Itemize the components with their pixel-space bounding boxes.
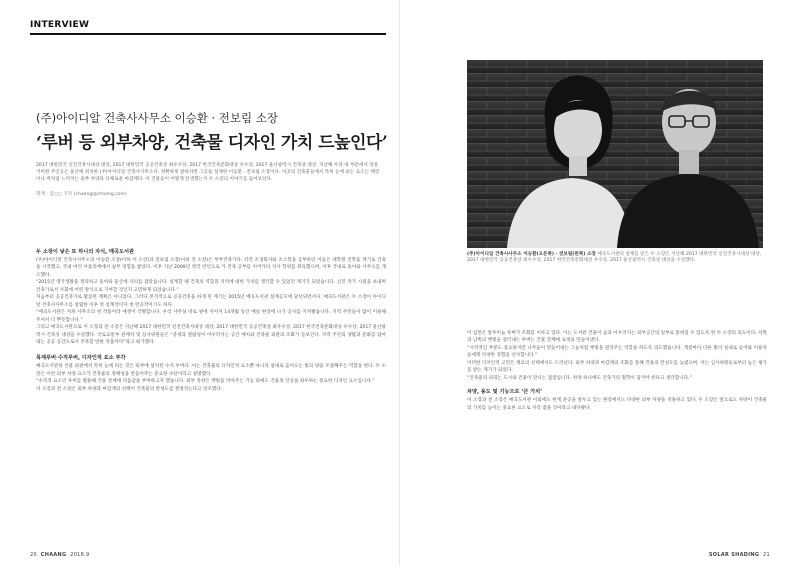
subheading: 차양, 용도 및 기능으로 ‘큰 가치’ <box>467 389 543 396</box>
paragraph: 이 소장과 전 소장은 외부 차양과 마감재의 선택이 건축물의 완성도를 결정짓는다고 강조했다. <box>36 386 223 392</box>
magazine-name: CHAANG <box>40 552 67 558</box>
right-page-number: 21 <box>763 552 770 558</box>
paragraph: “건축물의 외피는 도시와 건물이 만나는 접점입니다. 차양 하나에도 건축가의 철학이 담겨야 한다고 생각합니다.” <box>467 375 692 381</box>
right-folio <box>709 552 770 558</box>
subheading: 목재루버·수직루버, 디자인적 요소 부각 <box>36 355 126 362</box>
paragraph: “시각적인 부분도 중요하지만 나무들이 만들어내는 그늘처럼 햇빛을 걸러주는 역할을 하도록 의도했습니다. 계절마다 다른 빛이 실내로 들어와 이용자들에게 다양한 경험을 선사합니다.” <box>467 345 767 359</box>
left-page-number: 20 <box>30 552 37 558</box>
caption-text: 매곡도서관의 설계를 맡은 두 소장은 지난해 2017 대한민국 신진건축사대상 대상, 2017 대한민국 공공건축상 최우수상, 2017 한국건축문화대상 우수상, 2017 울산광역시 건축상 대상을 수상했다. <box>467 252 762 264</box>
paragraph: 매곡도서관의 건물 외관에서 특히 눈에 띄는 것은 외부에 설치된 수직 루버다. 이는 건축물의 디자인적 요소뿐 아니라 실내로 들어오는 빛의 양을 조절해주는 역할을 한다. 두 소장은 이런 외부 차양 요소가 건축물의 정체성을 만들어주는 중요한 수단이라고 설명했다. <box>36 364 386 377</box>
section-rule <box>30 33 386 35</box>
section-tag: INTERVIEW <box>30 20 90 30</box>
article-lead: 2017 대한민국 신진건축사대상 대상, 2017 대한민국 공공건축상 최우수상, 2017 한국건축문화대상 우수상, 2017 울산광역시 건축상 대상. 지난해 우리 내 부문에서 상을 거머쥔 주인공은 울산에 위치한 (주)아이디알 건축사사무소다. 정확하게 말하자면 그곳을 설계한 이승환 · 전보림 소장이다. 이곳의 건축물들에서 특히 눈에 띄는 요소는 책장이나 벽처럼 느껴지는 외부 차양과 다채로운 마감재다. 이 건물들이 어떻게 탄생했는지 두 소장의 이야기를 들어보았다. <box>36 162 380 183</box>
left-block-2 <box>36 354 386 393</box>
paragraph: 이러한 디자인적 고민은 재료의 선택에서도 드러난다. 외부 차양과 마감재의 조화를 통해 건물의 완성도를 높였으며, 이는 심사위원들로부터 높은 평가를 받는 계기가 되었다. <box>467 360 767 374</box>
caption-names: (주)아이디알 건축사사무소 이승환(오른쪽) · 전보림(왼쪽) 소장 <box>467 252 596 257</box>
paragraph: “2015년 영국생활을 정리하고 돌아와 울산에 자리를 잡았습니다. 설계할 땐 건축의 역할과 지역에 대한 가치를 생각할 수 있었던 계기가 되었습니다. 신진 작가 시절을 보내며 건축가로서 사회에 어떤 방식으로 기여할 것인지 고민하게 되었습니다.” <box>36 280 386 293</box>
photo-caption <box>467 252 767 265</box>
paragraph: (주)아이디알 건축사사무소의 이승환 소장(이하 이 소장)과 전보림 소장(이하 전 소장)은 부부건축가다. 각각 조경회사와 조소학을 공부하던 이들은 대학원 진학을 계기로 건축을 시작했고, 국내 여러 아틀리에에서 실무 경험을 쌓았다. 이후 지난 2009년 영국 런던으로 가 건축 공부를 이어가다 석사 학위를 취득했으며, 이후 국내로 돌아와 사무소를 개소했다. <box>36 258 386 278</box>
section-label: SOLAR SHADING <box>708 552 760 558</box>
issue-date: 2018.9 <box>70 552 90 558</box>
right-page <box>400 0 800 566</box>
paragraph: 그리고 매곡도서관으로 이 소장과 전 소장은 지난해 2017 대한민국 신진건축사대상 대상, 2017 대한민국 공공건축상 최우수상, 2017 한국건축문화대상 우수상, 2017 울산광역시 건축상 대상을 수상했다. 국토교통부 관계자 및 심사위원들은 “중정과 열람실이 어우러지는 공간 배치와 건축물 외관의 조화가 돋보인다. 지역 주민의 생활과 문화를 담아내는 공공 공간으로서 주목할 만한 작품이다”라고 평가했다. <box>36 325 386 345</box>
subheading: 두 소장이 낳은 또 하나의 자식, 매곡도서관 <box>36 249 134 255</box>
left-body-column <box>36 248 386 393</box>
paragraph: 처음부터 공공건축가로 활동한 계획은 아니었다. 그러다 본격적으로 공공건축을 하게 된 계기는 2015년 매곡도서관 설계공모에 당선되면서다. 매곡도서관은 두 소장이 아이디알 건축사사무소를 설립한 이후 첫 설계작이자 첫 완공작이기도 하다. <box>36 295 386 308</box>
paragraph: 이 입면은 알루미늄 루버가 조화를 이루고 있다. 이는 도서관 건물이 숲과 어우러지는 외부공간의 일부로 읽혀질 수 있도록 한 두 소장의 의도이다. 서쪽과 남쪽의 햇빛을 걸러내는 루버는 건물 전체에 표정을 만들어낸다. <box>467 331 767 344</box>
article-org-line: (주)아이디알 건축사사무소 이승환 · 전보림 소장 <box>36 111 278 125</box>
article-credit: 취재 : 김○○ 기자 (chaang@chaang.com) <box>36 192 127 197</box>
article-headline: ‘루버 등 외부차양, 건축물 디자인 가치 드높인다’ <box>36 133 388 153</box>
left-block-1 <box>36 248 386 346</box>
portrait-illustration <box>467 60 763 248</box>
right-body-column <box>467 330 767 412</box>
left-folio <box>30 552 90 558</box>
paragraph: “수직적 요소인 루버를 활용해 건물 전체에 리듬감을 부여하고자 했습니다. 외부 차양은 햇빛을 막아주는 기능 외에도 건물의 인상을 좌우하는 중요한 디자인 요소입니다.” <box>36 379 375 385</box>
paragraph: 이 소장과 전 소장은 매곡도서관 이외에도 현재 준공을 앞두고 있는 현장에서도 다양한 외부 차양을 적용하고 있다. 두 소장은 앞으로도 차양이 건축물의 가치를 높이는 중요한 요소로 자리 잡을 것이라고 내다봤다. <box>467 398 767 411</box>
paragraph: “매곡도서관은 저희 사무소의 첫 작품이라 애정이 각별합니다. 우리 사무실 바로 옆에 지어져 14개월 동안 매일 현장에 나가 공사를 지켜봤습니다. 지역 주민들이 많이 이용해 주셔서 더 뿌듯합니다.” <box>36 310 386 323</box>
architects-portrait-photo <box>467 60 763 248</box>
